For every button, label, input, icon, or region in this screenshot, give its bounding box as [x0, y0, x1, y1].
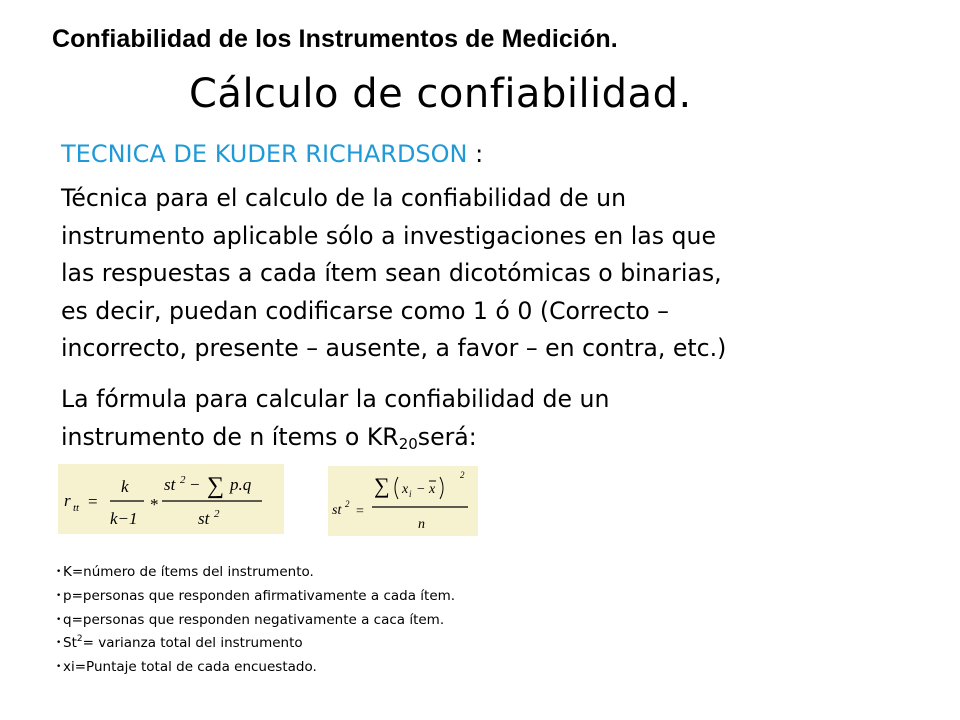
variance-minus: −: [417, 482, 425, 497]
bullet-icon: •: [56, 638, 62, 649]
variance-xbar: x: [429, 482, 436, 497]
bullet-icon: •: [56, 590, 62, 601]
formula-denominator-st: st: [198, 509, 210, 528]
variance-xi-subscript: i: [409, 489, 412, 499]
variance-lhs-exponent: 2: [345, 499, 350, 509]
list-item: [56, 656, 455, 680]
definition-text: = varianza total del instrumento: [82, 635, 303, 652]
list-item: [56, 561, 455, 585]
list-item: [56, 609, 455, 633]
technique-suffix: :: [467, 140, 484, 168]
formula-numerator-exponent: 2: [180, 474, 186, 486]
description-line: Técnica para el calculo de la confiabilidad de un: [61, 184, 627, 212]
formula-intro-text: instrumento de n ítems o KR: [61, 422, 399, 451]
description-line: incorrecto, presente – ausente, a favor – en contra, etc.): [61, 334, 727, 362]
right-parenthesis: [440, 477, 443, 499]
definition-text: St: [63, 635, 77, 652]
formula-intro-line: [61, 419, 609, 457]
variance-formula: [328, 466, 478, 536]
technique-name: TECNICA DE KUDER RICHARDSON: [61, 140, 468, 168]
formula-denominator: k−1: [110, 509, 138, 528]
formula-numerator-minus: −: [190, 475, 200, 494]
variance-formula-image: [328, 466, 478, 536]
definition-list: [56, 561, 455, 680]
definition-text: q=personas que responden negativamente a caca ítem.: [63, 611, 445, 628]
slide-title: Cálculo de confiabilidad.: [189, 71, 692, 117]
variance-denominator: n: [418, 517, 425, 532]
left-parenthesis: [395, 477, 398, 499]
formula-lhs-subscript: tt: [73, 502, 80, 514]
description-line: las respuestas a cada ítem sean dicotómicas o binarias,: [61, 259, 722, 287]
formula-lhs: r: [64, 491, 71, 510]
formula-denominator-exponent: 2: [214, 508, 220, 520]
bullet-icon: •: [56, 567, 62, 577]
description-line: es decir, puedan codificarse como 1 ó 0 (Correcto –: [61, 296, 669, 325]
formula-numerator-pq: p.q: [230, 475, 252, 494]
formula-equals: =: [88, 492, 98, 511]
definition-text: xi=Puntaje total de cada encuestado.: [63, 659, 317, 676]
formula-intro-line: La fórmula para calcular la confiabilidad de un: [61, 385, 610, 413]
definition-superscript: 2: [76, 634, 83, 645]
variance-lhs: st: [332, 503, 342, 518]
sum-symbol: ∑: [207, 473, 225, 499]
bullet-icon: •: [56, 662, 62, 673]
variance-xi: x: [402, 482, 409, 497]
formula-intro: [61, 381, 609, 456]
formula-intro-text: será:: [417, 422, 477, 451]
description-line: instrumento aplicable sólo a investigaciones en las que: [61, 221, 717, 250]
list-item: [56, 585, 455, 609]
kr-subscript: 20: [398, 434, 418, 453]
kr20-formula-image: [58, 464, 284, 534]
variance-outer-exponent: 2: [460, 470, 465, 480]
formula-times: *: [150, 495, 159, 514]
definition-text: p=personas que responden afirmativamente a cada ítem.: [63, 587, 456, 604]
sum-symbol: ∑: [374, 473, 390, 498]
definition-text: K=número de ítems del instrumento.: [63, 564, 314, 580]
bullet-icon: •: [56, 614, 62, 625]
slide-heading: Confiabilidad de los Instrumentos de Medición.: [52, 25, 618, 53]
formula-numerator-st: st: [164, 475, 176, 494]
variance-equals: =: [356, 504, 364, 519]
kr20-formula: [58, 464, 284, 534]
technique-heading: [61, 134, 483, 174]
formula-numerator: k: [121, 477, 129, 496]
technique-description: [61, 180, 726, 368]
list-item: [56, 632, 455, 656]
